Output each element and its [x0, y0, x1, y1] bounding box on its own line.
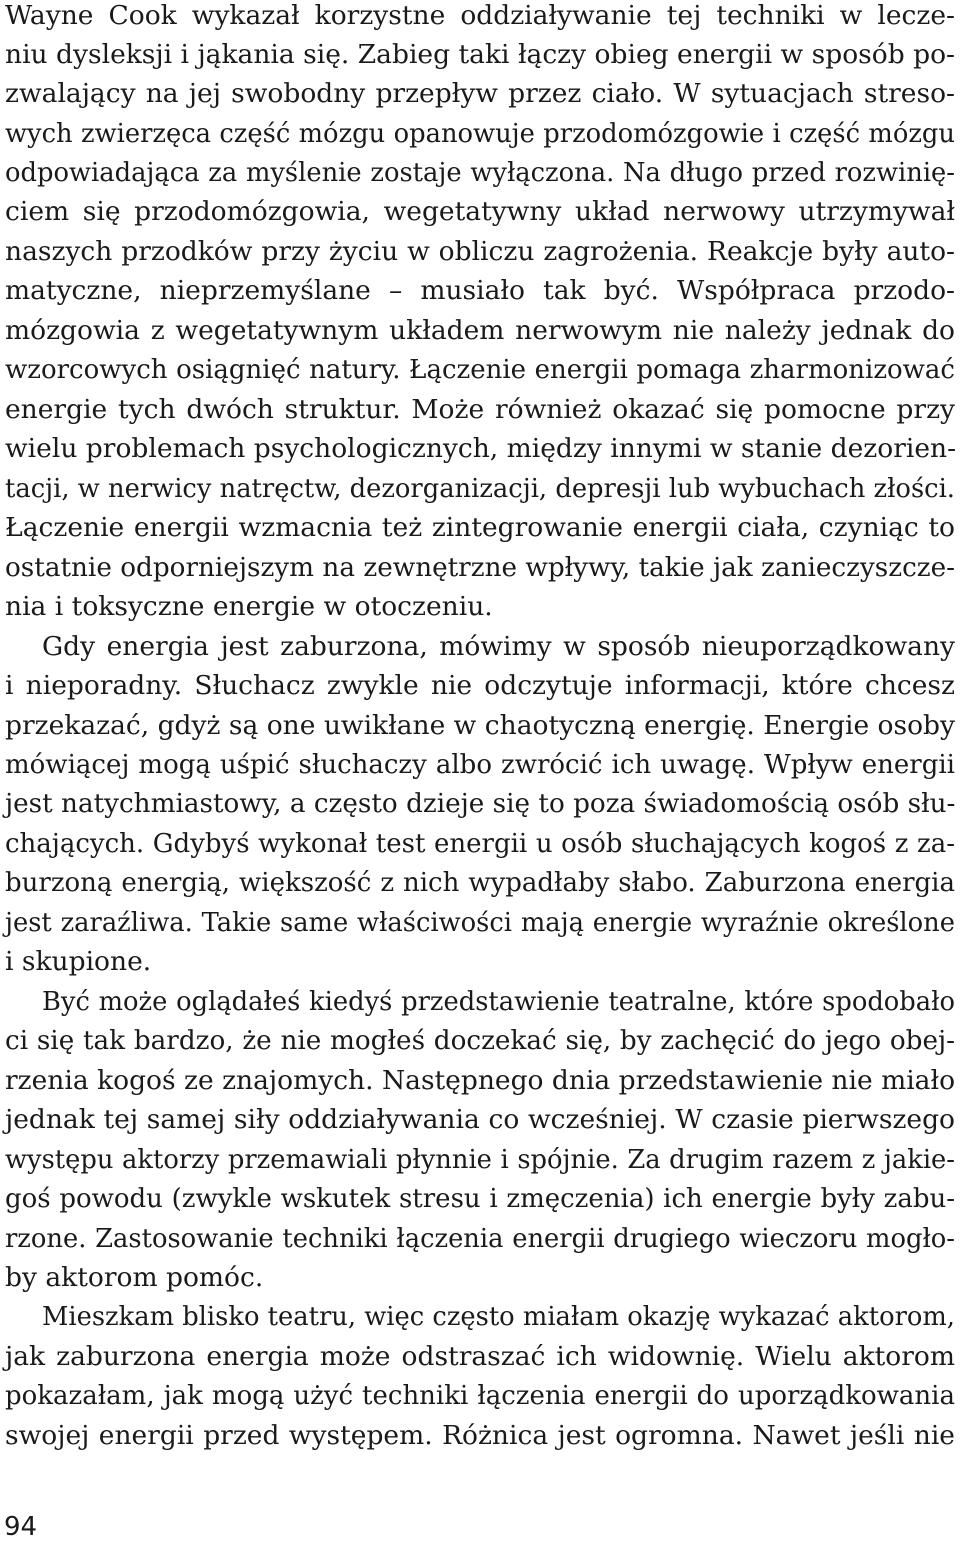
text-line: burzoną energią, większość z nich wypadłaby słabo. Zaburzona energia [5, 868, 955, 898]
text-line: naszych przodków przy życiu w obliczu zagrożenia. Reakcje były auto- [5, 236, 955, 267]
text-line: wzorcowych osiągnięć natury. Łączenie energii pomaga zharmonizować [5, 355, 955, 385]
text-line: zwalający na jej swobodny przepływ przez ciało. W sytuacjach streso- [5, 78, 955, 109]
text-line: goś powodu (zwykle wskutek stresu i zmęczenia) ich energie były zabu- [5, 1184, 955, 1214]
text-line: odpowiadająca za myślenie zostaje wyłączona. Na długo przed rozwinię- [5, 158, 955, 188]
text-line: mówiącej mogą uśpić słuchaczy albo zwrócić ich uwagę. Wpływ energii [5, 750, 955, 780]
text-line: matyczne, nieprzemyślane – musiało tak być. Współpraca przodo- [5, 275, 955, 306]
text-line: ci się tak bardzo, że nie mogłeś doczekać się, by zachęcić do jego obej- [5, 1026, 955, 1056]
text-line: jednak tej samej siły oddziaływania co wcześniej. W czasie pierwszego [5, 1104, 955, 1135]
text-line: rzone. Zastosowanie techniki łączenia energii drugiego wieczoru mogło- [5, 1224, 955, 1254]
text-line: rzenia kogoś ze znajomych. Następnego dnia przedstawienie nie miało [5, 1065, 956, 1096]
text-line: przekazać, gdyż są one uwikłane w chaotyczną energię. Energie osoby [5, 710, 955, 741]
text-line: ciem się przodomózgowia, wegetatywny układ nerwowy utrzymywał [5, 196, 955, 227]
text-line: wych zwierzęca część mózgu opanowuje przodomózgowie i część mózgu [5, 119, 955, 149]
text-line: Łączenie energii wzmacnia też zintegrowanie energii ciała, czyniąc to [5, 512, 955, 543]
text-line: niu dysleksji i jąkania się. Zabieg taki łączy obieg energii w sposób po- [5, 39, 955, 70]
page-number: 94 [4, 1512, 38, 1542]
text-line: jak zaburzona energia może odstraszać ich widownię. Wielu aktorom [5, 1341, 955, 1372]
text-line: jest zaraźliwa. Takie same właściwości mają energie wyraźnie określone [5, 908, 955, 938]
text-line: i skupione. [5, 946, 152, 977]
text-line: by aktorom pomóc. [5, 1262, 264, 1293]
text-line: i nieporadny. Słuchacz zwykle nie odczytuje informacji, które chcesz [5, 670, 955, 701]
text-line: Wayne Cook wykazał korzystne oddziaływanie tej techniki w lecze- [5, 0, 955, 31]
text-line: ostatnie odporniejszym na zewnętrzne wpływy, takie jak zanieczyszcze- [5, 553, 955, 583]
text-line: pokazałam, jak mogą użyć techniki łączenia energii do uporządkowania [5, 1381, 955, 1411]
text-line: wielu problemach psychologicznych, między innymi w stanie dezorien- [5, 433, 957, 464]
text-line: swojej energii przed występem. Różnica jest ogromna. Nawet jeśli nie [5, 1420, 955, 1451]
text-line: Gdy energia jest zaburzona, mówimy w sposób nieuporządkowany [42, 631, 955, 662]
text-line: nia i toksyczne energie w otoczeniu. [5, 591, 493, 622]
text-line: Mieszkam blisko teatru, więc często miałam okazję wykazać aktorom, [42, 1302, 955, 1332]
text-line: energie tych dwóch struktur. Może również okazać się pomocne przy [5, 394, 955, 425]
text-line: tacji, w nerwicy natręctw, dezorganizacji, depresji lub wybuchach złości. [5, 474, 955, 504]
text-line: Być może oglądałeś kiedyś przedstawienie teatralne, które spodobało [42, 987, 955, 1017]
text-line: jest natychmiastowy, a często dzieje się to poza świadomością osób słu- [5, 789, 956, 819]
text-line: mózgowia z wegetatywnym układem nerwowym nie należy jednak do [5, 315, 955, 346]
text-line: występu aktorzy przemawiali płynnie i spójnie. Za drugim razem z jakie- [5, 1145, 955, 1175]
text-line: chających. Gdybyś wykonał test energii u osób słuchających kogoś z za- [5, 829, 955, 859]
